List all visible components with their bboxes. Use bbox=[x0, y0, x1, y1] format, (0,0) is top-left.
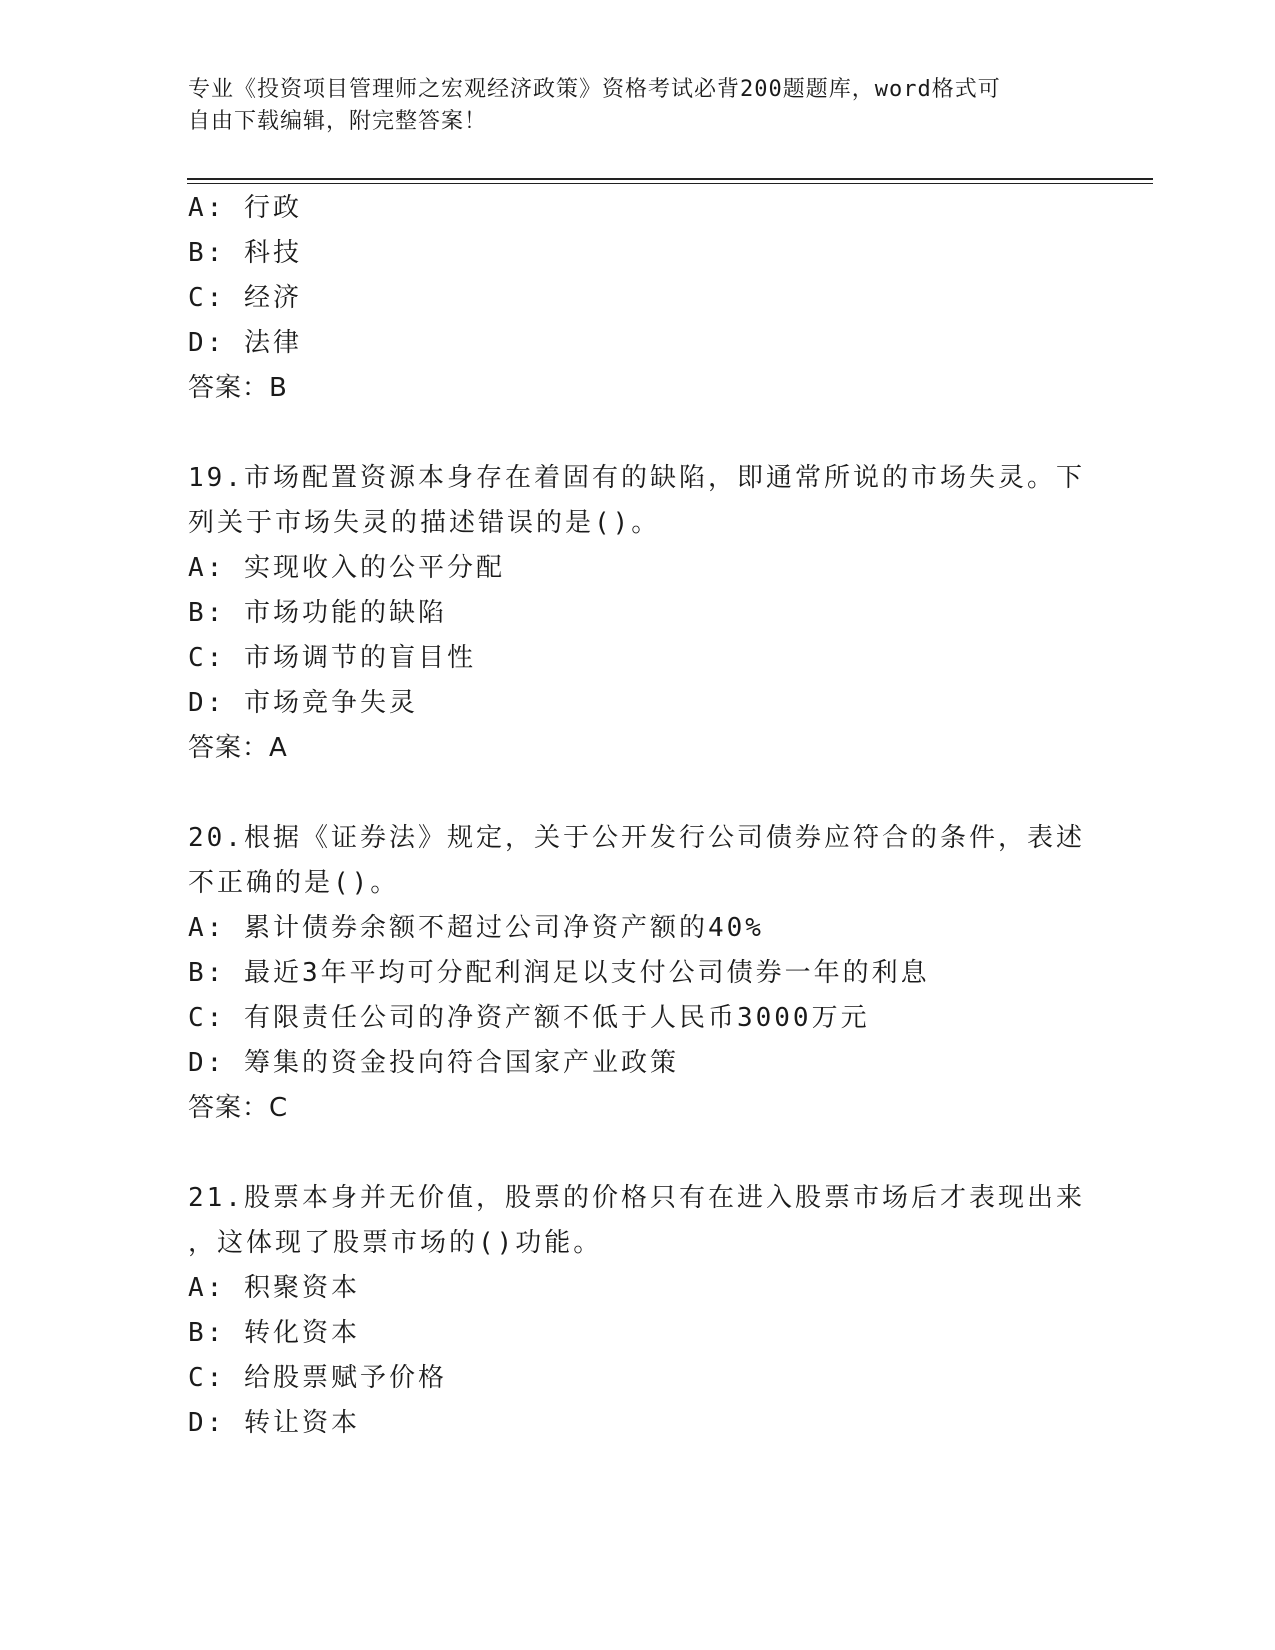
q19-stem-line-2: 列关于市场失灵的描述错误的是()。 bbox=[188, 508, 661, 538]
q20-option-a: A: 累计债券余额不超过公司净资产额的40% bbox=[188, 913, 764, 943]
q19-option-b: B: 市场功能的缺陷 bbox=[188, 598, 447, 628]
q19-option-c: C: 市场调节的盲目性 bbox=[188, 643, 476, 673]
document-header bbox=[188, 74, 1068, 138]
header-rule-thin bbox=[187, 183, 1153, 184]
q21-option-c: C: 给股票赋予价格 bbox=[188, 1363, 447, 1393]
q20-option-b: B: 最近3年平均可分配利润足以支付公司债券一年的利息 bbox=[188, 958, 930, 988]
q18-option-a: A: 行政 bbox=[188, 193, 302, 223]
header-line-2: 自由下载编辑，附完整答案！ bbox=[188, 109, 488, 134]
q19-option-d: D: 市场竞争失灵 bbox=[188, 688, 418, 718]
q21-option-b: B: 转化资本 bbox=[188, 1318, 360, 1348]
q20-option-c: C: 有限责任公司的净资产额不低于人民币3000万元 bbox=[188, 1003, 870, 1033]
q20-option-d: D: 筹集的资金投向符合国家产业政策 bbox=[188, 1048, 679, 1078]
header-line-1: 专业《投资项目管理师之宏观经济政策》资格考试必背200题题库，word格式可 bbox=[188, 77, 1001, 102]
q21-stem-line-1: 21.股票本身并无价值，股票的价格只有在进入股票市场后才表现出来 bbox=[188, 1183, 1085, 1213]
header-rule-thick bbox=[187, 178, 1153, 180]
q19-stem-line-1: 19.市场配置资源本身存在着固有的缺陷，即通常所说的市场失灵。下 bbox=[188, 463, 1085, 493]
q18-option-c: C: 经济 bbox=[188, 283, 302, 313]
q18-option-b: B: 科技 bbox=[188, 238, 302, 268]
q20-answer: 答案：C bbox=[188, 1093, 289, 1123]
q19-answer: 答案：A bbox=[188, 733, 288, 763]
q20-stem-line-2: 不正确的是()。 bbox=[188, 868, 400, 898]
q18-answer: 答案：B bbox=[188, 373, 288, 403]
q21-option-d: D: 转让资本 bbox=[188, 1408, 360, 1438]
q21-stem-line-2: ，这体现了股票市场的()功能。 bbox=[188, 1228, 603, 1258]
q20-stem-line-1: 20.根据《证券法》规定，关于公开发行公司债券应符合的条件，表述 bbox=[188, 823, 1085, 853]
q18-option-d: D: 法律 bbox=[188, 328, 302, 358]
q21-option-a: A: 积聚资本 bbox=[188, 1273, 360, 1303]
q19-option-a: A: 实现收入的公平分配 bbox=[188, 553, 505, 583]
